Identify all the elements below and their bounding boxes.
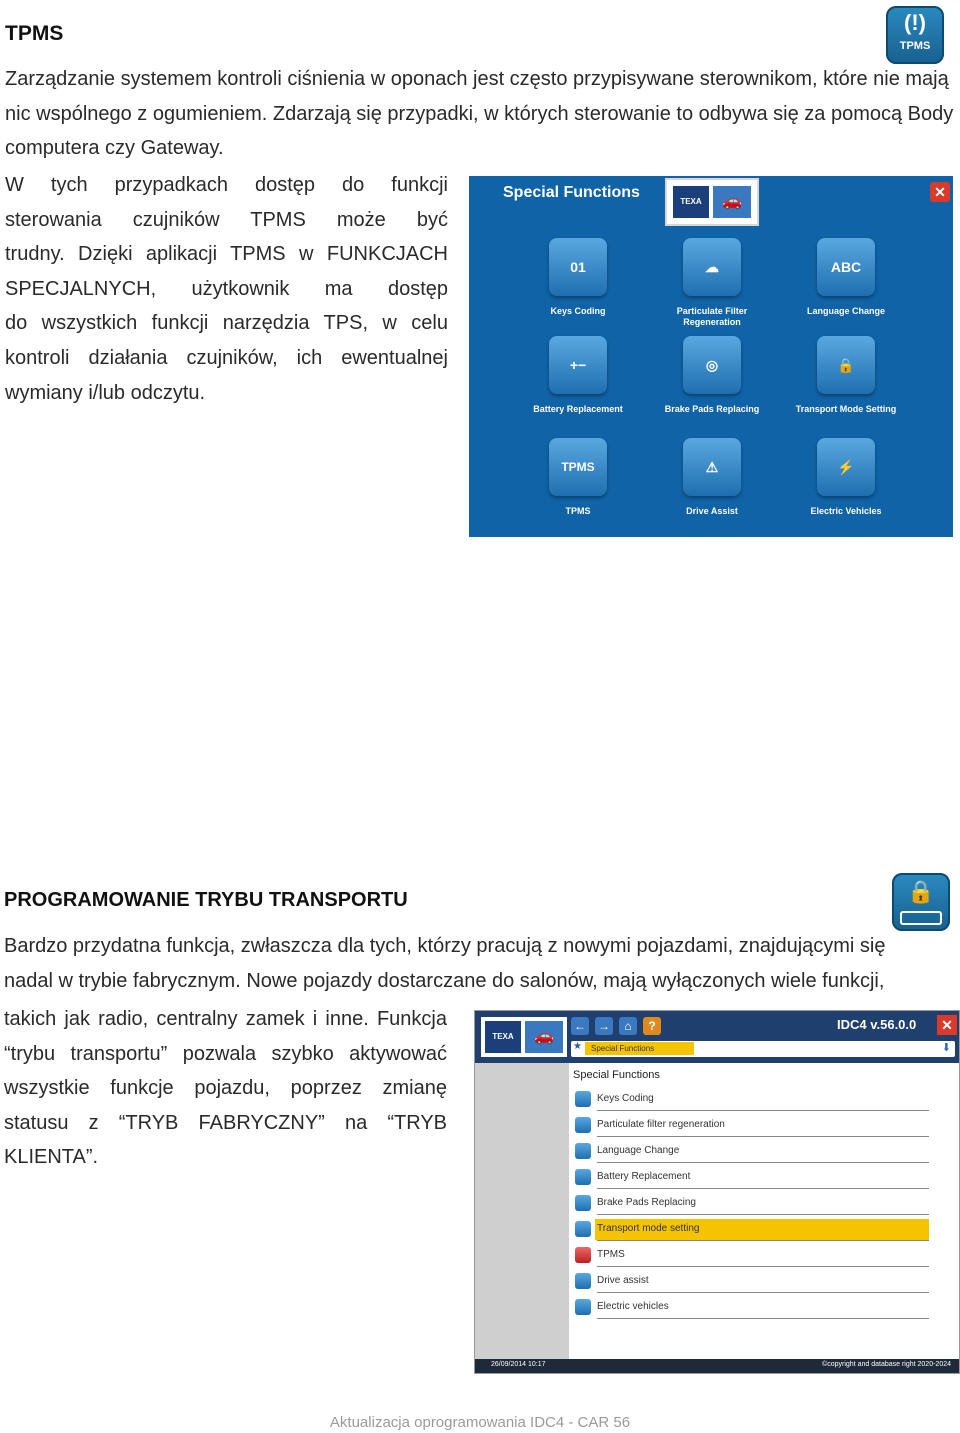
particulate-filter-icon: ☁ [683, 238, 741, 296]
car-icon: 🚗 [713, 186, 751, 218]
tile-label: Brake Pads Replacing [664, 404, 760, 414]
function-list-panel [569, 1063, 959, 1359]
favorite-star-icon[interactable]: ★ [573, 1041, 582, 1052]
close-icon[interactable]: ✕ [930, 182, 950, 202]
tpms-tile-icon: TPMS [549, 438, 607, 496]
tile-label: Drive Assist [686, 506, 738, 516]
tpms-text-line: sterowania czujników TPMS może być [5, 208, 448, 231]
tile-label: Electric Vehicles [810, 506, 882, 516]
list-item[interactable] [569, 1297, 929, 1319]
keys-coding-icon [575, 1091, 591, 1107]
transport-text-line: wszystkie funkcje pojazdu, poprzez zmianę [4, 1077, 447, 1100]
tpms-text-line: do wszystkich funkcji narzędzia TPS, w celu [5, 312, 448, 335]
tile-label: Language Change [806, 306, 885, 316]
tile-label: Battery Replacement [533, 404, 623, 414]
tile-particulate-filter[interactable] [647, 238, 777, 328]
tile-language-change[interactable] [781, 238, 911, 317]
list-item[interactable] [569, 1089, 929, 1111]
tile-drive-assist[interactable] [647, 438, 777, 517]
tpms-intro-text: Zarządzanie systemem kontroli ciśnienia w oponach jest często przypisywane sterownikom, które nie mają nic wspólnego z ogumieniem. Zdarzają się przypadki, w których sterowanie to odbywa się za pomocą Body computera czy Gateway. [5, 68, 954, 160]
battery-icon: +− [549, 336, 607, 394]
transport-text-line: “trybu transportu” pozwala szybko aktywować [4, 1042, 447, 1065]
brake-pads-icon [575, 1195, 591, 1211]
tpms-side-text [5, 168, 448, 410]
list-item[interactable] [569, 1167, 929, 1189]
transport-text-line: takich jak radio, centralny zamek i inne. Funkcja [4, 1008, 447, 1030]
list-item-label: Language Change [597, 1145, 680, 1156]
page-footer: Aktualizacja oprogramowania IDC4 - CAR 56 [329, 1414, 631, 1431]
tile-keys-coding[interactable] [513, 238, 643, 317]
language-change-icon [575, 1143, 591, 1159]
tpms-text-line: kontroli działania czujników, ich ewentualnej [5, 346, 448, 369]
tpms-text-line: SPECJALNYCH, użytkownik ma dostęp [5, 277, 448, 300]
tpms-badge-label: TPMS [899, 40, 931, 52]
list-item-label: Keys Coding [597, 1093, 654, 1104]
brake-pads-icon: ◎ [683, 336, 741, 394]
special-functions-screenshot [469, 176, 953, 537]
list-item-label: Transport mode setting [597, 1223, 700, 1234]
transport-intro [4, 929, 959, 998]
electric-vehicle-icon [575, 1299, 591, 1315]
tpms-text-line: W tych przypadkach dostęp do funkcji [5, 174, 448, 196]
particulate-filter-icon [575, 1117, 591, 1133]
version-label: IDC4 v.56.0.0 [837, 1017, 917, 1032]
tile-label: Keys Coding [550, 306, 606, 316]
forward-arrow-icon[interactable]: → [595, 1017, 613, 1035]
tile-electric-vehicles[interactable] [781, 438, 911, 517]
home-icon[interactable]: ⌂ [619, 1017, 637, 1035]
drive-assist-icon [575, 1273, 591, 1289]
tile-brake-pads[interactable] [647, 336, 777, 415]
transport-text-line: statusu z “TRYB FABRYCZNY” na “TRYB [4, 1111, 447, 1134]
list-item-label: Particulate filter regeneration [597, 1119, 725, 1130]
tpms-text-line: wymiany i/lub odczytu. [5, 381, 206, 404]
list-item-label: Electric vehicles [597, 1301, 669, 1312]
breadcrumb [571, 1041, 955, 1057]
texa-logo-text: TEXA [673, 186, 709, 218]
status-bar [475, 1359, 959, 1373]
tile-label: Transport Mode Setting [795, 404, 897, 414]
side-panel [475, 1063, 570, 1359]
special-functions-title: Special Functions [503, 184, 640, 201]
battery-icon [575, 1169, 591, 1185]
list-item[interactable] [569, 1115, 929, 1137]
list-item-label: Brake Pads Replacing [597, 1197, 696, 1208]
lock-icon: 🔒 [817, 336, 875, 394]
transport-text-line: KLIENTA”. [4, 1146, 99, 1169]
tpms-icon: (!) TPMS [886, 6, 944, 64]
list-title: Special Functions [573, 1069, 660, 1081]
tile-battery-replacement[interactable] [513, 336, 643, 415]
transport-intro-line: Bardzo przydatna funkcja, zwłaszcza dla tych, którzy pracują z nowymi pojazdami, znajdującymi się [4, 935, 886, 957]
tpms-text-line: trudny. Dzięki aplikacji TPMS w FUNKCJACH [5, 243, 448, 266]
texa-logo [665, 178, 759, 226]
lock-icon [575, 1221, 591, 1237]
texa-logo [481, 1017, 567, 1057]
status-date: 26/09/2014 10:17 [491, 1361, 546, 1368]
tile-label: Particulate Filter Regeneration [676, 306, 748, 327]
transport-intro-line: nadal w trybie fabrycznym. Nowe pojazdy dostarczane do salonów, mają wyłączonych wiele funkcji, [4, 969, 885, 992]
list-item[interactable] [569, 1245, 929, 1267]
list-item-label: Battery Replacement [597, 1171, 691, 1182]
list-item[interactable] [569, 1141, 929, 1163]
section-title-tpms: TPMS [5, 22, 64, 45]
status-copyright: ©copyright and database right 2020-2024 [822, 1361, 951, 1368]
transport-side-text [4, 1002, 447, 1175]
car-icon: 🚗 [525, 1021, 563, 1053]
texa-logo-text: TEXA [485, 1021, 521, 1053]
back-arrow-icon[interactable]: ← [571, 1017, 589, 1035]
idc4-screenshot [474, 1010, 960, 1374]
list-item-selected[interactable] [569, 1219, 929, 1241]
drive-assist-icon: ⚠ [683, 438, 741, 496]
section-title-transport-mode: PROGRAMOWANIE TRYBU TRANSPORTU [4, 889, 408, 911]
close-icon[interactable]: ✕ [937, 1015, 957, 1035]
language-change-icon: ABC [817, 238, 875, 296]
tile-tpms[interactable] [513, 438, 643, 517]
list-item[interactable] [569, 1193, 929, 1215]
help-icon[interactable]: ? [643, 1017, 661, 1035]
tpms-icon [575, 1247, 591, 1263]
list-item-label: Drive assist [597, 1275, 649, 1286]
tile-transport-mode[interactable] [781, 336, 911, 415]
keys-coding-icon: 01 [549, 238, 607, 296]
list-item[interactable] [569, 1271, 929, 1293]
arrow-down-icon[interactable]: ⬇ [941, 1042, 951, 1054]
electric-vehicle-icon: ⚡ [817, 438, 875, 496]
list-item-label: TPMS [597, 1249, 625, 1260]
tile-label: TPMS [565, 506, 591, 516]
transport-lock-icon: 🔒 [892, 873, 950, 931]
breadcrumb-item[interactable]: Special Functions [585, 1042, 694, 1055]
